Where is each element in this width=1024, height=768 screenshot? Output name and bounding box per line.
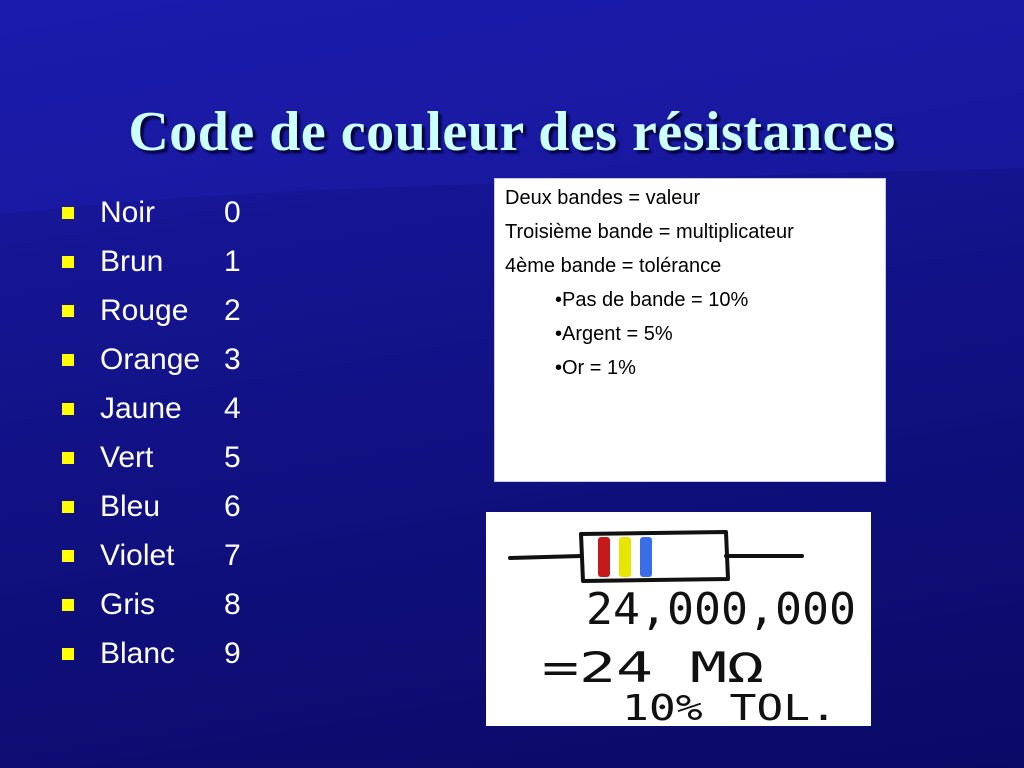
list-item: [62, 629, 264, 678]
drawing-value-line: 24,000,000: [586, 584, 856, 635]
note-gold: •Or = 1%: [555, 357, 636, 379]
color-name: Blanc: [100, 636, 176, 670]
bullet-icon: [62, 256, 74, 268]
list-item: [62, 335, 264, 384]
bullet-icon: [62, 207, 74, 219]
list-item: [62, 384, 264, 433]
resistor-band-3: [640, 537, 652, 577]
color-code-list: [62, 188, 264, 678]
bullet-icon: [62, 550, 74, 562]
list-item: [62, 531, 264, 580]
drawing-ohms-line: =24 MΩ: [542, 643, 764, 692]
color-value: 3: [224, 342, 241, 376]
note-no-band: •Pas de bande = 10%: [555, 289, 749, 311]
color-name: Orange: [100, 342, 201, 376]
resistor-lead-left: [510, 556, 581, 558]
color-name: Gris: [100, 587, 155, 621]
list-item: [62, 237, 264, 286]
note-third-band: Troisième bande = multiplicateur: [505, 221, 794, 243]
color-name: Bleu: [100, 489, 161, 523]
notes-box: [494, 178, 886, 482]
bullet-icon: [62, 354, 74, 366]
color-name: Vert: [100, 440, 154, 474]
list-item: [62, 286, 264, 335]
color-value: 1: [224, 244, 241, 278]
bullet-icon: [62, 599, 74, 611]
color-value: 7: [224, 538, 241, 572]
color-value: 2: [224, 293, 241, 327]
resistor-sketch: [486, 512, 871, 726]
color-value: 5: [224, 440, 241, 474]
note-fourth-band: 4ème bande = tolérance: [505, 255, 722, 277]
color-name: Brun: [100, 244, 164, 278]
note-two-bands: Deux bandes = valeur: [505, 187, 701, 209]
drawing-tolerance-line: 10% TOL.: [622, 688, 837, 726]
note-silver: •Argent = 5%: [555, 323, 673, 345]
bullet-icon: [62, 648, 74, 660]
color-value: 6: [224, 489, 241, 523]
color-name: Rouge: [100, 293, 189, 327]
bullet-icon: [62, 452, 74, 464]
color-name: Noir: [100, 195, 156, 229]
color-name: Violet: [100, 538, 175, 572]
bullet-icon: [62, 501, 74, 513]
list-item: [62, 188, 264, 237]
color-name: Jaune: [100, 391, 182, 425]
list-item: [62, 433, 264, 482]
color-value: 8: [224, 587, 241, 621]
color-value: 9: [224, 636, 241, 670]
resistor-band-1: [598, 537, 610, 577]
color-value: 4: [224, 391, 241, 425]
bullet-icon: [62, 403, 74, 415]
color-value: 0: [224, 195, 241, 229]
resistor-band-2: [619, 537, 631, 577]
slide-title: Code de couleur des résistances: [128, 100, 896, 163]
list-item: [62, 580, 264, 629]
list-item: [62, 482, 264, 531]
bullet-icon: [62, 305, 74, 317]
